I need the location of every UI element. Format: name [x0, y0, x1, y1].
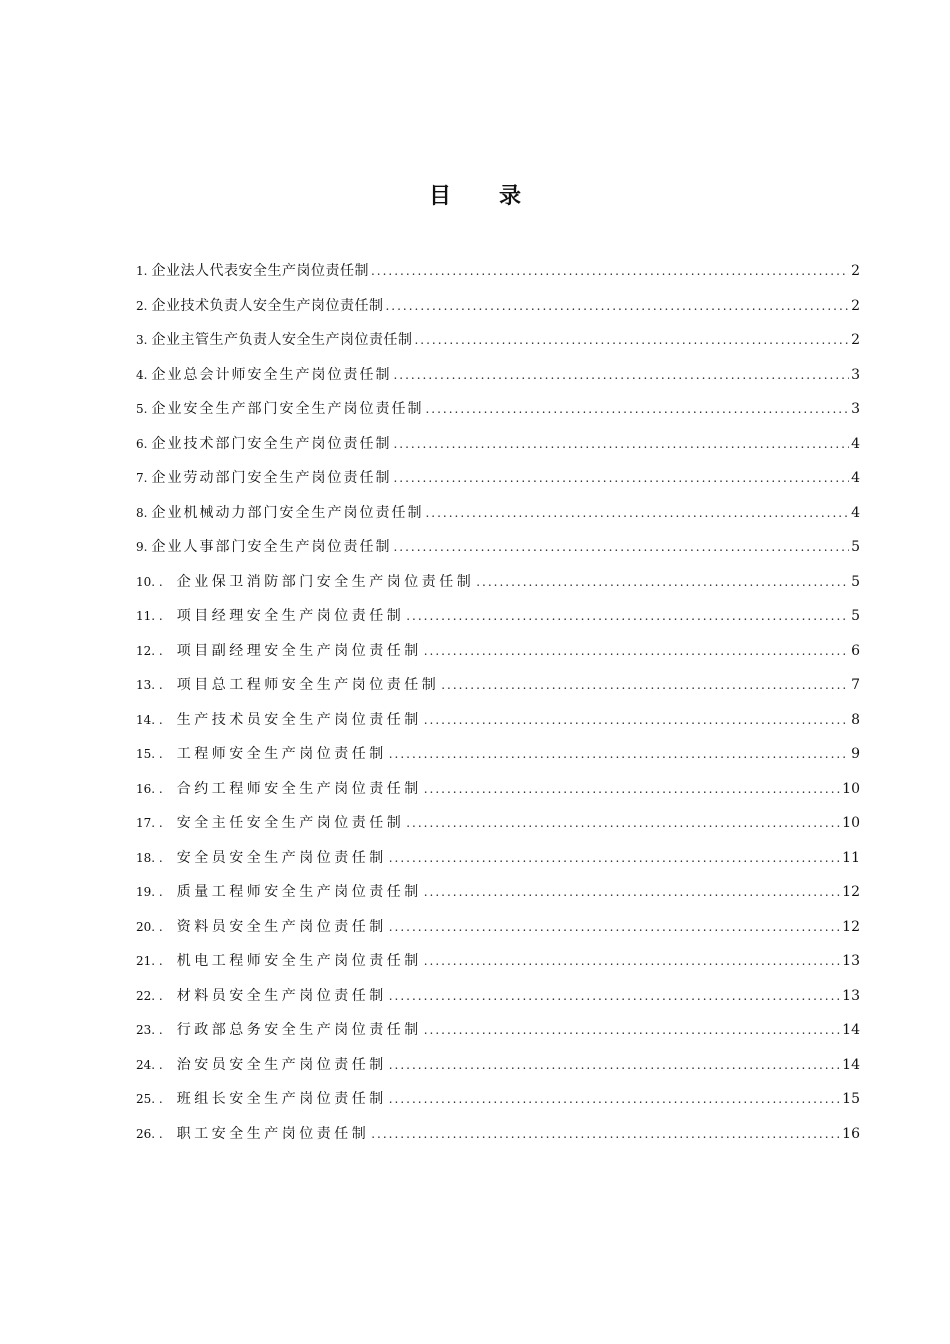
- toc-entry-title: 治安员安全生产岗位责任制: [176, 1056, 387, 1073]
- toc-entry-page-number: 16: [842, 1125, 860, 1142]
- toc-entry-title: 企业技术负责人安全生产岗位责任制: [151, 297, 384, 314]
- toc-entry-title: 班组长安全生产岗位责任制: [176, 1091, 387, 1107]
- toc-entry[interactable]: [136, 946, 860, 981]
- toc-entry-page-number: 2: [851, 332, 860, 348]
- toc-entry-page-number: 15: [842, 1091, 860, 1107]
- toc-entry-number: 2.: [136, 298, 148, 313]
- toc-leader-dots: [424, 705, 849, 735]
- toc-entry[interactable]: [136, 877, 860, 912]
- toc-entry-page-number: 3: [851, 401, 860, 417]
- toc-entry-number: 26. .: [136, 1126, 163, 1141]
- toc-entry[interactable]: [136, 1084, 860, 1119]
- toc-entry-number: 17. .: [136, 816, 163, 830]
- toc-entry-page-number: 5: [851, 573, 860, 590]
- toc-entry-number: 14. .: [136, 712, 163, 727]
- toc-leader-dots: [389, 1084, 840, 1114]
- toc-entry[interactable]: [136, 912, 860, 947]
- toc-leader-dots: [389, 739, 849, 769]
- toc-entry-page-number: 6: [851, 642, 860, 659]
- toc-leader-dots: [385, 291, 849, 321]
- toc-entry[interactable]: [136, 1015, 860, 1050]
- toc-entry-number: 6.: [136, 436, 148, 451]
- toc-leader-dots: [371, 256, 849, 286]
- toc-entry[interactable]: [136, 429, 860, 464]
- toc-entry-number: 25. .: [136, 1092, 163, 1106]
- toc-leader-dots: [371, 1119, 840, 1149]
- toc-entry-number: 22. .: [136, 988, 163, 1003]
- toc-entry-title: 材料员安全生产岗位责任制: [176, 987, 387, 1004]
- toc-entry-title: 质量工程师安全生产岗位责任制: [176, 884, 422, 900]
- toc-entry-page-number: 5: [851, 608, 860, 624]
- toc-leader-dots: [441, 670, 849, 700]
- toc-entry-number: 16. .: [136, 781, 163, 796]
- toc-entry-number: 10. .: [136, 574, 163, 589]
- toc-entry-page-number: 14: [842, 1056, 860, 1073]
- toc-entry-title: 行政部总务安全生产岗位责任制: [176, 1022, 422, 1038]
- toc-entry-title: 生产技术员安全生产岗位责任制: [176, 711, 422, 728]
- toc-entry[interactable]: [136, 1050, 860, 1085]
- toc-leader-dots: [393, 429, 849, 459]
- toc-entry-page-number: 9: [851, 746, 860, 762]
- toc-entry-page-number: 4: [851, 435, 860, 452]
- toc-entry-title: 企业总会计师安全生产岗位责任制: [151, 366, 392, 383]
- toc-entry-page-number: 10: [842, 780, 860, 797]
- toc-leader-dots: [393, 532, 849, 562]
- toc-entry[interactable]: [136, 394, 860, 429]
- toc-entry-title: 机电工程师安全生产岗位责任制: [176, 953, 422, 969]
- title-char-right: 录: [499, 184, 522, 209]
- toc-entry-title: 企业劳动部门安全生产岗位责任制: [151, 470, 392, 486]
- toc-leader-dots: [393, 463, 849, 493]
- toc-entry[interactable]: [136, 981, 860, 1016]
- toc-entry-page-number: 2: [851, 297, 860, 314]
- toc-entry-title: 安全员安全生产岗位责任制: [176, 849, 387, 866]
- toc-entry-number: 11. .: [136, 609, 163, 623]
- toc-leader-dots: [389, 912, 840, 942]
- toc-entry-title: 企业法人代表安全生产岗位责任制: [151, 263, 369, 279]
- toc-entry-number: 9.: [136, 540, 148, 554]
- toc-entry-title: 企业保卫消防部门安全生产岗位责任制: [176, 573, 475, 590]
- table-of-contents: [136, 256, 860, 1153]
- toc-entry[interactable]: [136, 1119, 860, 1154]
- toc-entry[interactable]: [136, 843, 860, 878]
- toc-entry-page-number: 3: [851, 366, 860, 383]
- toc-entry-page-number: 7: [851, 677, 860, 693]
- toc-entry[interactable]: [136, 739, 860, 774]
- toc-entry[interactable]: [136, 567, 860, 602]
- toc-leader-dots: [424, 946, 840, 976]
- toc-entry[interactable]: [136, 325, 860, 360]
- toc-entry[interactable]: [136, 808, 860, 843]
- toc-entry-page-number: 2: [851, 263, 860, 279]
- toc-entry-number: 1.: [136, 264, 148, 278]
- toc-entry-number: 23. .: [136, 1023, 163, 1037]
- title-char-left: 目: [428, 184, 451, 209]
- toc-entry-page-number: 10: [842, 815, 860, 831]
- toc-entry-page-number: 5: [851, 539, 860, 555]
- toc-leader-dots: [406, 601, 849, 631]
- page-title: [0, 182, 950, 212]
- toc-entry-title: 企业机械动力部门安全生产岗位责任制: [151, 504, 424, 521]
- toc-leader-dots: [424, 1015, 840, 1045]
- toc-entry[interactable]: [136, 636, 860, 671]
- toc-entry-number: 3.: [136, 333, 148, 347]
- toc-entry-title: 工程师安全生产岗位责任制: [176, 746, 387, 762]
- toc-leader-dots: [425, 394, 849, 424]
- toc-leader-dots: [389, 981, 840, 1011]
- toc-entry[interactable]: [136, 705, 860, 740]
- toc-entry-number: 20. .: [136, 919, 163, 934]
- toc-entry-number: 5.: [136, 402, 148, 416]
- toc-entry-title: 合约工程师安全生产岗位责任制: [176, 780, 422, 797]
- toc-leader-dots: [424, 774, 840, 804]
- toc-entry[interactable]: [136, 360, 860, 395]
- toc-entry-page-number: 13: [842, 953, 860, 969]
- toc-entry-number: 13. .: [136, 678, 163, 692]
- toc-entry-number: 18. .: [136, 850, 163, 865]
- toc-entry[interactable]: [136, 670, 860, 705]
- toc-entry-title: 企业人事部门安全生产岗位责任制: [151, 539, 392, 555]
- toc-entry[interactable]: [136, 532, 860, 567]
- toc-entry-number: 15. .: [136, 747, 163, 761]
- toc-leader-dots: [424, 877, 840, 907]
- toc-entry-number: 8.: [136, 505, 148, 520]
- toc-entry-page-number: 12: [842, 918, 860, 935]
- toc-entry-title: 项目经理安全生产岗位责任制: [176, 608, 405, 624]
- toc-entry-number: 21. .: [136, 954, 163, 968]
- toc-entry-page-number: 11: [842, 849, 860, 866]
- toc-entry-title: 安全主任安全生产岗位责任制: [176, 815, 405, 831]
- toc-entry-title: 项目总工程师安全生产岗位责任制: [176, 677, 440, 693]
- toc-entry-page-number: 8: [851, 711, 860, 728]
- toc-entry[interactable]: [136, 774, 860, 809]
- toc-entry-title: 企业主管生产负责人安全生产岗位责任制: [151, 332, 413, 348]
- toc-entry-number: 12. .: [136, 643, 163, 658]
- toc-entry-page-number: 13: [842, 987, 860, 1004]
- toc-entry-number: 19. .: [136, 885, 163, 899]
- toc-entry[interactable]: [136, 256, 860, 291]
- toc-entry-title: 企业安全生产部门安全生产岗位责任制: [151, 401, 424, 417]
- toc-entry-page-number: 4: [851, 470, 860, 486]
- toc-entry[interactable]: [136, 601, 860, 636]
- toc-entry-number: 24. .: [136, 1057, 163, 1072]
- toc-entry-title: 资料员安全生产岗位责任制: [176, 918, 387, 935]
- toc-leader-dots: [424, 636, 849, 666]
- toc-leader-dots: [476, 567, 849, 597]
- toc-leader-dots: [389, 1050, 840, 1080]
- toc-entry-page-number: 12: [842, 884, 860, 900]
- toc-leader-dots: [406, 808, 840, 838]
- toc-leader-dots: [389, 843, 840, 873]
- toc-leader-dots: [393, 360, 849, 390]
- toc-entry[interactable]: [136, 498, 860, 533]
- toc-entry-number: 7.: [136, 471, 148, 485]
- toc-entry[interactable]: [136, 291, 860, 326]
- toc-entry-title: 企业技术部门安全生产岗位责任制: [151, 435, 392, 452]
- toc-entry-page-number: 14: [842, 1022, 860, 1038]
- toc-entry[interactable]: [136, 463, 860, 498]
- toc-entry-title: 职工安全生产岗位责任制: [176, 1125, 370, 1142]
- toc-entry-title: 项目副经理安全生产岗位责任制: [176, 642, 422, 659]
- toc-leader-dots: [414, 325, 849, 355]
- toc-entry-page-number: 4: [851, 504, 860, 521]
- toc-leader-dots: [425, 498, 849, 528]
- toc-entry-number: 4.: [136, 367, 148, 382]
